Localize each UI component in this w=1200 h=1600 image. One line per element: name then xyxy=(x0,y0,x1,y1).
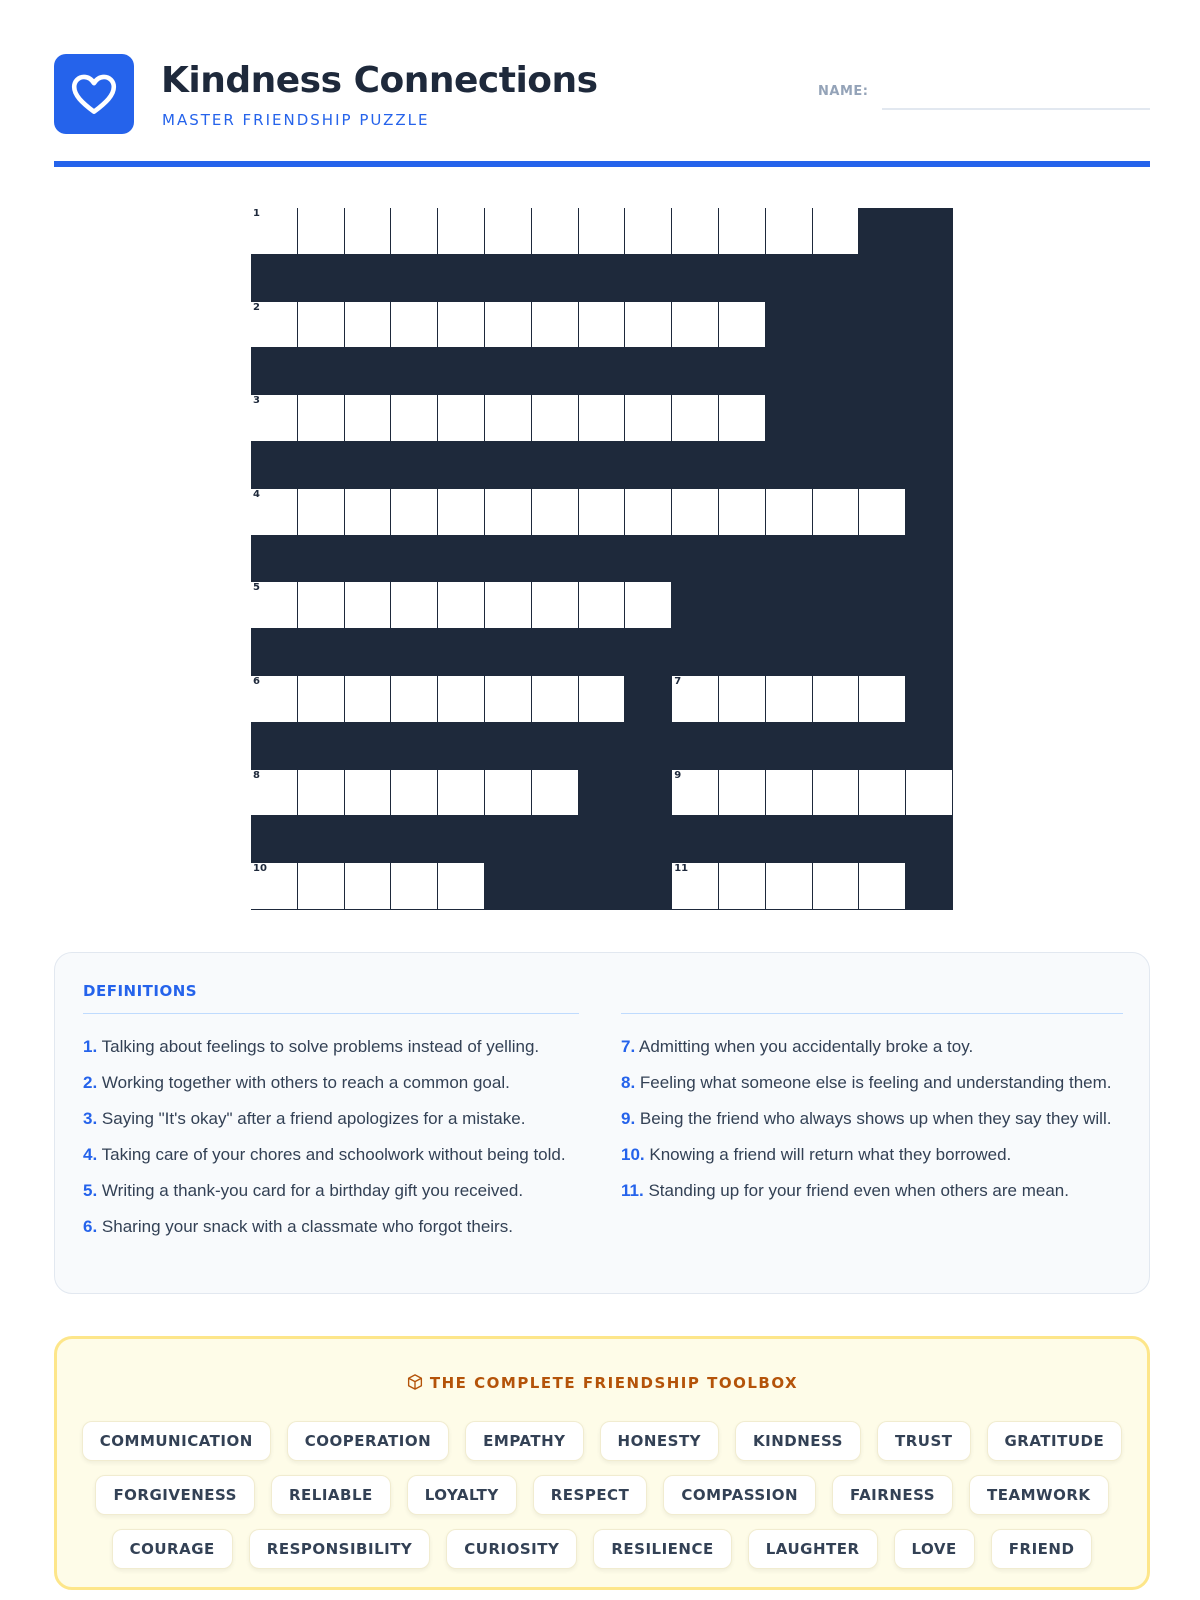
grid-cell[interactable] xyxy=(813,770,860,817)
grid-cell[interactable] xyxy=(906,770,953,817)
clue-number: 7 xyxy=(674,675,682,687)
header-divider xyxy=(54,161,1150,167)
clue-item xyxy=(621,1035,1123,1058)
clue-item-number: 5. xyxy=(83,1181,98,1200)
definitions-panel xyxy=(54,952,1150,1294)
grid-cell[interactable] xyxy=(579,302,626,349)
grid-cell[interactable] xyxy=(298,676,345,723)
word-chip: CURIOSITY xyxy=(446,1529,577,1569)
grid-cell[interactable] xyxy=(345,302,392,349)
grid-cell[interactable] xyxy=(485,302,532,349)
grid-cell[interactable] xyxy=(719,489,766,536)
grid-cell[interactable] xyxy=(672,489,719,536)
clue-number: 1 xyxy=(253,208,260,219)
grid-cell[interactable] xyxy=(251,302,298,349)
grid-cell[interactable] xyxy=(391,863,438,910)
word-chip: FAIRNESS xyxy=(832,1475,953,1515)
grid-cell[interactable] xyxy=(859,489,906,536)
word-chip: RESPONSIBILITY xyxy=(249,1529,431,1569)
clue-item-number: 11. xyxy=(621,1181,644,1200)
grid-cell[interactable] xyxy=(532,395,579,442)
clue-item xyxy=(621,1107,1123,1130)
clue-item-text: Feeling what someone else is feeling and understanding them. xyxy=(639,1073,1112,1092)
clue-item-number: 3. xyxy=(83,1109,98,1128)
clue-item-number: 1. xyxy=(83,1037,98,1056)
grid-cell[interactable] xyxy=(298,489,345,536)
word-chip: HONESTY xyxy=(600,1421,720,1461)
grid-cell[interactable] xyxy=(719,863,766,910)
grid-cell[interactable] xyxy=(438,770,485,817)
grid-cell[interactable] xyxy=(438,302,485,349)
word-chip: GRATITUDE xyxy=(987,1421,1123,1461)
grid-cell[interactable] xyxy=(345,582,392,629)
worksheet-header xyxy=(54,54,1150,164)
grid-cell[interactable] xyxy=(438,489,485,536)
grid-cell[interactable] xyxy=(391,208,438,255)
word-chip: COMPASSION xyxy=(663,1475,816,1515)
heart-icon xyxy=(69,69,119,119)
grid-cell[interactable] xyxy=(859,863,906,910)
grid-cell[interactable] xyxy=(625,582,672,629)
word-chip: COURAGE xyxy=(112,1529,233,1569)
clue-number: 3 xyxy=(253,395,260,407)
grid-cell[interactable] xyxy=(672,863,719,910)
clue-item-text: Being the friend who always shows up when they say they will. xyxy=(639,1109,1112,1128)
word-chip: RESILIENCE xyxy=(593,1529,731,1569)
grid-cell[interactable] xyxy=(345,489,392,536)
clue-item-number: 8. xyxy=(621,1073,636,1092)
grid-cell[interactable] xyxy=(345,395,392,442)
word-chip: KINDNESS xyxy=(735,1421,861,1461)
grid-cell[interactable] xyxy=(532,302,579,349)
word-bank-row xyxy=(57,1475,1147,1515)
clue-item-number: 9. xyxy=(621,1109,636,1128)
grid-cell[interactable] xyxy=(438,208,485,255)
clue-item xyxy=(83,1179,593,1202)
clue-item xyxy=(621,1071,1123,1094)
clue-item-text: Writing a thank-you card for a birthday gift you received. xyxy=(101,1181,524,1200)
crossword-grid xyxy=(251,208,953,910)
grid-cell[interactable] xyxy=(625,208,672,255)
definitions-divider-left xyxy=(83,1013,579,1014)
word-chip: FRIEND xyxy=(991,1529,1093,1569)
grid-cell[interactable] xyxy=(766,770,813,817)
clue-item-text: Sharing your snack with a classmate who forgot theirs. xyxy=(101,1217,513,1236)
grid-cell[interactable] xyxy=(251,676,298,723)
grid-cell[interactable] xyxy=(532,489,579,536)
clue-item-text: Knowing a friend will return what they borrowed. xyxy=(649,1145,1012,1164)
grid-cell[interactable] xyxy=(251,582,298,629)
grid-cell[interactable] xyxy=(391,770,438,817)
grid-cell[interactable] xyxy=(766,208,813,255)
grid-cell[interactable] xyxy=(813,863,860,910)
grid-cell[interactable] xyxy=(251,770,298,817)
grid-cell[interactable] xyxy=(766,676,813,723)
grid-cell[interactable] xyxy=(813,676,860,723)
clue-item xyxy=(83,1107,593,1130)
name-field[interactable] xyxy=(882,92,1150,110)
grid-cell[interactable] xyxy=(391,395,438,442)
clue-number: 8 xyxy=(253,769,260,781)
grid-cell[interactable] xyxy=(766,863,813,910)
word-chip: LOVE xyxy=(894,1529,975,1569)
grid-cell[interactable] xyxy=(532,770,579,817)
grid-cell[interactable] xyxy=(672,770,719,817)
clue-item-text: Taking care of your chores and schoolwork without being told. xyxy=(101,1145,566,1164)
grid-cell[interactable] xyxy=(625,489,672,536)
clue-number: 6 xyxy=(253,675,260,687)
logo-badge xyxy=(54,54,134,134)
grid-cell[interactable] xyxy=(532,208,579,255)
word-bank-row xyxy=(57,1421,1147,1461)
word-chip: TEAMWORK xyxy=(969,1475,1109,1515)
grid-cell[interactable] xyxy=(625,302,672,349)
cube-icon xyxy=(406,1373,424,1391)
word-chip: RELIABLE xyxy=(271,1475,391,1515)
grid-cell[interactable] xyxy=(672,208,719,255)
clue-number: 2 xyxy=(253,301,260,313)
grid-cell[interactable] xyxy=(391,582,438,629)
clue-item xyxy=(621,1143,1123,1166)
grid-cell[interactable] xyxy=(579,489,626,536)
grid-cell[interactable] xyxy=(485,770,532,817)
grid-cell[interactable] xyxy=(719,302,766,349)
grid-cell[interactable] xyxy=(251,863,298,910)
grid-cell[interactable] xyxy=(719,395,766,442)
clue-item xyxy=(83,1035,593,1058)
grid-cell[interactable] xyxy=(345,676,392,723)
grid-cell[interactable] xyxy=(672,395,719,442)
grid-cell[interactable] xyxy=(298,302,345,349)
clue-item-number: 10. xyxy=(621,1145,645,1164)
clue-number: 5 xyxy=(253,582,260,594)
clue-item xyxy=(83,1215,593,1238)
grid-cell[interactable] xyxy=(672,676,719,723)
word-chip: RESPECT xyxy=(533,1475,648,1515)
grid-cell[interactable] xyxy=(298,395,345,442)
word-bank xyxy=(54,1336,1150,1590)
word-bank-row xyxy=(57,1529,1147,1569)
word-chip: COOPERATION xyxy=(287,1421,449,1461)
clue-item-text: Working together with others to reach a common goal. xyxy=(101,1073,510,1092)
grid-cell[interactable] xyxy=(298,208,345,255)
definitions-title: DEFINITIONS xyxy=(83,982,198,1000)
clue-item xyxy=(83,1143,593,1166)
clue-item-text: Admitting when you accidentally broke a toy. xyxy=(638,1037,974,1056)
clue-number: 4 xyxy=(253,488,260,500)
clue-number: 9 xyxy=(674,769,682,781)
definitions-divider-right xyxy=(621,1013,1123,1014)
grid-cell[interactable] xyxy=(532,676,579,723)
word-chip: TRUST xyxy=(877,1421,971,1461)
grid-cell[interactable] xyxy=(438,863,485,910)
grid-cell[interactable] xyxy=(625,395,672,442)
clue-item-text: Saying "It's okay" after a friend apologizes for a mistake. xyxy=(101,1109,526,1128)
grid-cell[interactable] xyxy=(813,208,860,255)
grid-cell[interactable] xyxy=(719,208,766,255)
clue-item-number: 4. xyxy=(83,1145,98,1164)
grid-cell[interactable] xyxy=(485,676,532,723)
page-title: Kindness Connections xyxy=(161,60,598,101)
word-chip: COMMUNICATION xyxy=(82,1421,271,1461)
grid-cell[interactable] xyxy=(345,863,392,910)
clue-item xyxy=(83,1071,593,1094)
clue-number: 10 xyxy=(253,863,267,875)
clue-item-text: Talking about feelings to solve problems instead of yelling. xyxy=(101,1037,540,1056)
grid-cell[interactable] xyxy=(391,676,438,723)
word-chip: FORGIVENESS xyxy=(95,1475,255,1515)
grid-cell[interactable] xyxy=(438,676,485,723)
grid-cell[interactable] xyxy=(579,208,626,255)
word-chip: EMPATHY xyxy=(465,1421,583,1461)
grid-cell[interactable] xyxy=(391,489,438,536)
name-label: NAME: xyxy=(818,84,869,99)
grid-cell[interactable] xyxy=(485,395,532,442)
word-chip: LAUGHTER xyxy=(748,1529,878,1569)
grid-cell[interactable] xyxy=(298,863,345,910)
grid-cell[interactable] xyxy=(859,770,906,817)
grid-cell[interactable] xyxy=(391,302,438,349)
grid-cell[interactable] xyxy=(485,208,532,255)
grid-cell[interactable] xyxy=(672,302,719,349)
grid-cell[interactable] xyxy=(719,770,766,817)
grid-cell[interactable] xyxy=(438,582,485,629)
grid-cell[interactable] xyxy=(859,676,906,723)
grid-cell[interactable] xyxy=(298,770,345,817)
clues-right-column xyxy=(621,1035,1123,1215)
word-bank-title xyxy=(57,1373,1147,1392)
grid-cell[interactable] xyxy=(579,395,626,442)
grid-cell[interactable] xyxy=(298,582,345,629)
grid-cell[interactable] xyxy=(532,582,579,629)
clue-number: 11 xyxy=(674,863,689,875)
grid-cell[interactable] xyxy=(579,676,626,723)
clue-item-text: Standing up for your friend even when others are mean. xyxy=(648,1181,1069,1200)
clue-item-number: 2. xyxy=(83,1073,98,1092)
clue-item-number: 7. xyxy=(621,1037,636,1056)
grid-cell[interactable] xyxy=(813,489,860,536)
grid-cell[interactable] xyxy=(345,770,392,817)
word-bank-title-text: THE COMPLETE FRIENDSHIP TOOLBOX xyxy=(429,1374,799,1392)
clues-left-column xyxy=(83,1035,593,1251)
grid-cell[interactable] xyxy=(579,582,626,629)
grid-cell[interactable] xyxy=(719,676,766,723)
grid-cell[interactable] xyxy=(766,489,813,536)
clue-item xyxy=(621,1179,1123,1202)
clue-item-number: 6. xyxy=(83,1217,98,1236)
grid-cell[interactable] xyxy=(485,489,532,536)
grid-cell[interactable] xyxy=(485,582,532,629)
word-chip: LOYALTY xyxy=(407,1475,517,1515)
page-subtitle: MASTER FRIENDSHIP PUZZLE xyxy=(162,111,430,129)
grid-cell[interactable] xyxy=(251,208,298,255)
grid-cell[interactable] xyxy=(345,208,392,255)
grid-cell[interactable] xyxy=(438,395,485,442)
grid-cell[interactable] xyxy=(251,395,298,442)
grid-cell[interactable] xyxy=(251,489,298,536)
